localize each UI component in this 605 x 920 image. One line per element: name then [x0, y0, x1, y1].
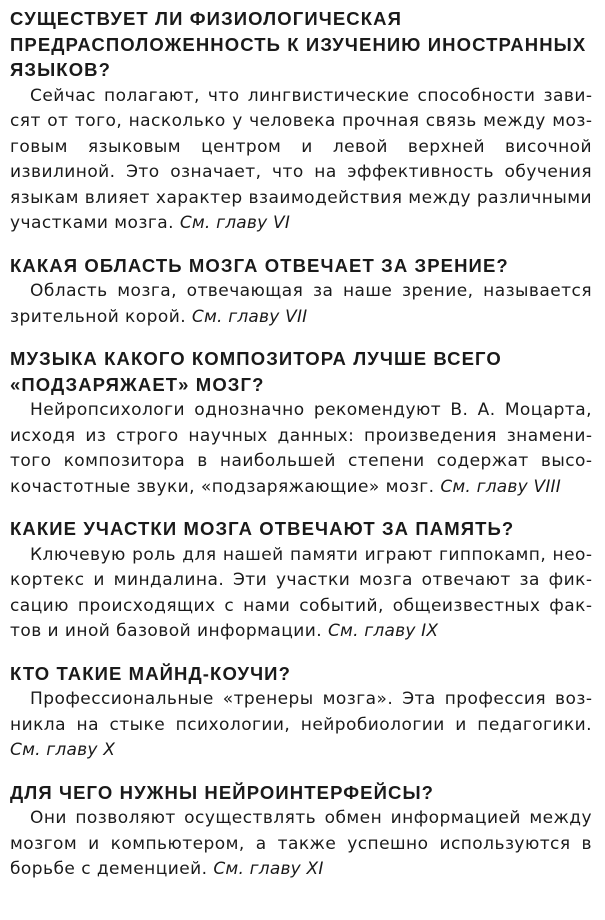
- chapter-reference: См. главу XI: [213, 859, 324, 879]
- answer-text: [10, 84, 592, 237]
- faq-page: [10, 6, 592, 883]
- answer-body: Нейропсихологи однозначно рекомендуют В. А. Моцарта, исходя из строго научных данных: произведения знаменитого композитора в наибольшей степени содержат высокочастотные звуки, «подзаряжающие» мозг.: [10, 400, 592, 497]
- chapter-reference: См. главу VIII: [440, 476, 561, 497]
- chapter-reference: См. главу VI: [179, 213, 291, 233]
- answer-text: [10, 543, 592, 645]
- chapter-reference: См. главу X: [10, 740, 116, 760]
- question-heading: МУЗЫКА КАКОГО КОМПОЗИТОРА ЛУЧШЕ ВСЕГО «ПОДЗАРЯЖАЕТ» МОЗГ?: [10, 348, 502, 395]
- answer-body: Они позволяют осуществлять обмен информацией между мозгом и компьютером, а также успешно используются в борьбе с деменцией.: [10, 808, 592, 879]
- answer-text: [10, 806, 592, 883]
- chapter-reference: См. главу VII: [191, 306, 308, 327]
- qa-item-music: [10, 346, 592, 500]
- question-heading: ДЛЯ ЧЕГО НУЖНЫ НЕЙРОИНТЕРФЕЙСЫ?: [10, 781, 435, 803]
- answer-body: Область мозга, отвечающая за наше зрение, называется зрительной корой.: [10, 281, 592, 327]
- answer-text: [10, 398, 592, 500]
- answer-body: Профессиональные «тренеры мозга». Эта профессия возникла на стыке психологии, нейробиологии и педагогики.: [10, 689, 592, 735]
- qa-item-vision: [10, 253, 592, 331]
- question-heading: СУЩЕСТВУЕТ ЛИ ФИЗИОЛОГИЧЕСКАЯ ПРЕДРАСПОЛОЖЕННОСТЬ К ИЗУЧЕНИЮ ИНОСТРАННЫХ ЯЗЫКОВ?: [10, 8, 587, 80]
- question-heading: КАКИЕ УЧАСТКИ МОЗГА ОТВЕЧАЮТ ЗА ПАМЯТЬ?: [10, 518, 515, 539]
- question-heading: КАКАЯ ОБЛАСТЬ МОЗГА ОТВЕЧАЕТ ЗА ЗРЕНИЕ?: [10, 254, 509, 276]
- qa-item-neurointerfaces: [10, 780, 592, 883]
- question-heading: КТО ТАКИЕ МАЙНД-КОУЧИ?: [10, 662, 291, 684]
- qa-item-mind-coaches: [10, 661, 592, 764]
- answer-text: [10, 687, 592, 764]
- chapter-reference: См. главу IX: [327, 621, 439, 641]
- answer-body: Ключевую роль для нашей памяти играют гиппокамп, неокортекс и миндалина. Эти участки мозга отвечают за фиксацию происходящих с нами событий, общеизвестных фактов и иной базовой информации.: [10, 544, 592, 641]
- qa-item-language: [10, 6, 592, 237]
- qa-item-memory: [10, 516, 592, 645]
- answer-text: [10, 279, 592, 330]
- answer-body: Сейчас полагают, что лингвистические способности зависят от того, насколько у человека прочная связь между мозговым языковым центром и левой верхней височной извилиной. Это означает, что на эффективность обучения языкам влияет характер взаимодействия между различными участками мозга.: [10, 85, 592, 233]
